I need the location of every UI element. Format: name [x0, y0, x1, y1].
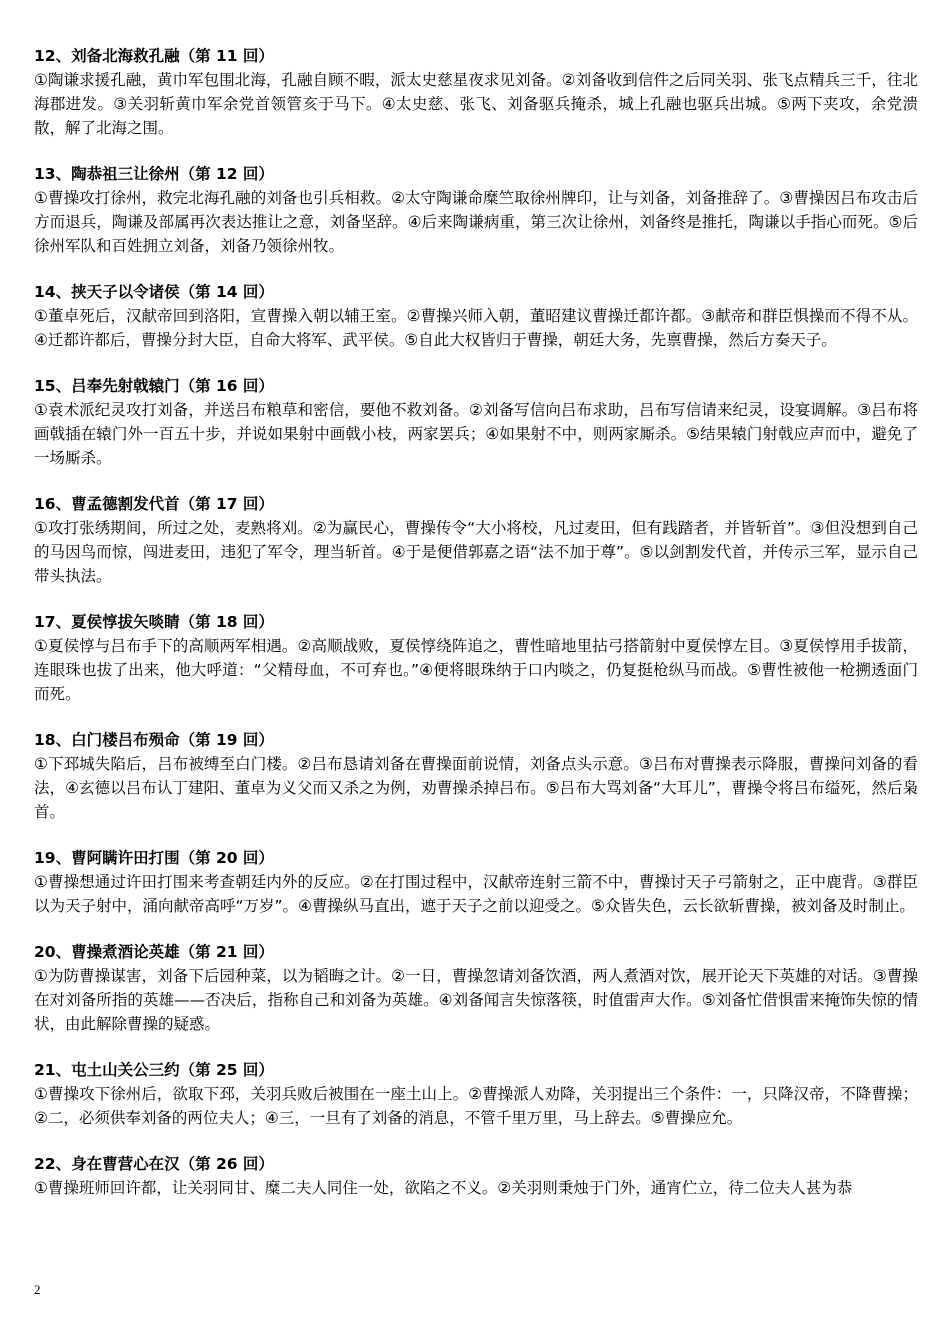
- section-title: 18、白门楼吕布殒命（第 19 回）: [34, 731, 274, 749]
- section-title: 12、刘备北海救孔融（第 11 回）: [34, 47, 274, 65]
- section-17: [34, 610, 918, 706]
- section-body: ①曹操班师回许都，让关羽同甘、糜二夫人同住一处，欲陷之不义。②关羽则秉烛于门外，通宵伫立，待二位夫人甚为恭: [34, 1179, 853, 1197]
- section-body: ①攻打张绣期间，所过之处，麦熟将刈。②为赢民心，曹操传令“大小将校，凡过麦田，但有践踏者，并皆斩首”。③但没想到自己的马因鸟而惊，闯进麦田，违犯了军令，理当斩首。④于是便借郭嘉之语“法不加于尊”。⑤以剑割发代首，并传示三军，显示自己带头执法。: [34, 519, 918, 585]
- section-title: 14、挟天子以令诸侯（第 14 回）: [34, 283, 274, 301]
- section-body: ①夏侯惇与吕布手下的高顺两军相遇。②高顺战败，夏侯惇绕阵追之，曹性暗地里拈弓搭箭射中夏侯惇左目。③夏侯惇用手拔箭，连眼珠也拔了出来，他大呼道：“父精母血，不可弃也。”④便将眼珠纳于口内啖之，仍复挺枪纵马而战。⑤曹性被他一枪搠透面门而死。: [34, 637, 918, 703]
- section-19: [34, 846, 918, 918]
- section-body: ①下邳城失陷后，吕布被缚至白门楼。②吕布恳请刘备在曹操面前说情，刘备点头示意。③吕布对曹操表示降服，曹操问刘备的看法，④玄德以吕布认丁建阳、董卓为义父而又杀之为例，劝曹操杀掉吕布。⑤吕布大骂刘备“大耳儿”，曹操令将吕布缢死，然后枭首。: [34, 755, 918, 821]
- section-body: ①曹操攻打徐州，救完北海孔融的刘备也引兵相救。②太守陶谦命糜竺取徐州牌印，让与刘备，刘备推辞了。③曹操因吕布攻击后方而退兵，陶谦及部属再次表达推让之意，刘备坚辞。④后来陶谦病重，第三次让徐州，刘备终是推托，陶谦以手指心而死。⑤后徐州军队和百姓拥立刘备，刘备乃领徐州牧。: [34, 189, 918, 255]
- section-22: [34, 1152, 918, 1200]
- section-title: 16、曹孟德割发代首（第 17 回）: [34, 495, 274, 513]
- section-18: [34, 728, 918, 824]
- page-number: 2: [34, 1282, 41, 1297]
- section-20: [34, 940, 918, 1036]
- section-body: ①陶谦求援孔融，黄巾军包围北海，孔融自顾不暇，派太史慈星夜求见刘备。②刘备收到信件之后同关羽、张飞点精兵三千，往北海郡进发。③关羽斩黄巾军余党首领管亥于马下。④太史慈、张飞、刘备驱兵掩杀，城上孔融也驱兵出城。⑤两下夹攻，余党溃散，解了北海之围。: [34, 71, 918, 137]
- section-title: 20、曹操煮酒论英雄（第 21 回）: [34, 943, 274, 961]
- section-12: [34, 44, 918, 140]
- section-body: ①曹操想通过许田打围来考查朝廷内外的反应。②在打围过程中，汉献帝连射三箭不中，曹操讨天子弓箭射之，正中鹿背。③群臣以为天子射中，涌向献帝高呼“万岁”。④曹操纵马直出，遮于天子之前以迎受之。⑤众皆失色，云长欲斩曹操，被刘备及时制止。: [34, 873, 918, 915]
- section-21: [34, 1058, 918, 1130]
- section-14: [34, 280, 918, 352]
- section-title: 17、夏侯惇拔矢啖睛（第 18 回）: [34, 613, 274, 631]
- section-title: 21、屯土山关公三约（第 25 回）: [34, 1061, 274, 1079]
- section-15: [34, 374, 918, 470]
- section-16: [34, 492, 918, 588]
- section-title: 15、吕奉先射戟辕门（第 16 回）: [34, 377, 274, 395]
- section-body: ①为防曹操谋害，刘备下后园种菜，以为韬晦之计。②一日，曹操忽请刘备饮酒，两人煮酒对饮，展开论天下英雄的对话。③曹操在对刘备所指的英雄——否决后，指称自己和刘备为英雄。④刘备闻言失惊落筷，时值雷声大作。⑤刘备忙借惧雷来掩饰失惊的情状，由此解除曹操的疑惑。: [34, 967, 918, 1033]
- document-page: [34, 44, 918, 1222]
- section-title: 22、身在曹营心在汉（第 26 回）: [34, 1155, 274, 1173]
- section-body: ①曹操攻下徐州后，欲取下邳，关羽兵败后被围在一座土山上。②曹操派人劝降，关羽提出三个条件：一，只降汉帝，不降曹操；②二，必须供奉刘备的两位夫人；④三，一旦有了刘备的消息，不管千里万里，马上辞去。⑤曹操应允。: [34, 1085, 918, 1127]
- section-body: ①袁术派纪灵攻打刘备，并送吕布粮草和密信，要他不救刘备。②刘备写信向吕布求助，吕布写信请来纪灵，设宴调解。③吕布将画戟插在辕门外一百五十步，并说如果射中画戟小枝，两家罢兵；④如果射不中，则两家厮杀。⑤结果辕门射戟应声而中，避免了一场厮杀。: [34, 401, 918, 467]
- section-title: 13、陶恭祖三让徐州（第 12 回）: [34, 165, 274, 183]
- section-title: 19、曹阿瞒许田打围（第 20 回）: [34, 849, 274, 867]
- section-body: ①董卓死后，汉献帝回到洛阳，宣曹操入朝以辅王室。②曹操兴师入朝，董昭建议曹操迁都许都。③献帝和群臣惧操而不得不从。④迁都许都后，曹操分封大臣，自命大将军、武平侯。⑤自此大权皆归于曹操，朝廷大务，先禀曹操，然后方奏天子。: [34, 307, 918, 349]
- section-13: [34, 162, 918, 258]
